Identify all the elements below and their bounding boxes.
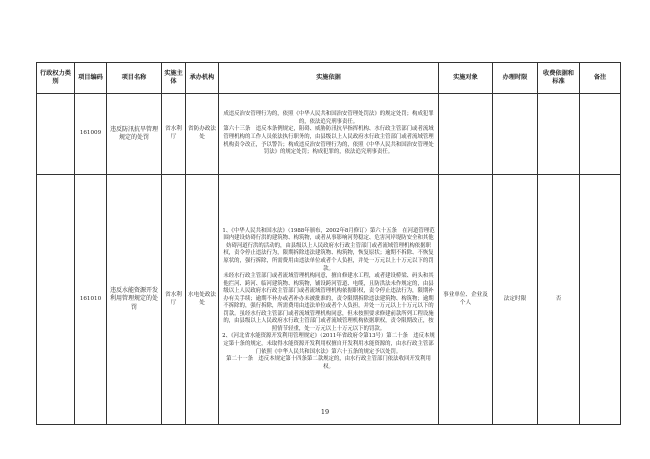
header-fee: 收费依据和标准 <box>538 63 580 94</box>
basis-paragraph: 1、《中华人民共和国水法》（1988年颁布，2002年8月修订）第六十五条 在河道管理范围内建设妨碍行洪的建筑物、构筑物，或者从事影响河势稳定、危害河岸堤防安全和其他妨碍河道行洪的活动的，由县级以上人民政府水行政主管部门或者流域管理机构依据职权，责令停止违法行为，限期拆除违法建筑物、构筑物，恢复原状；逾期不拆除、不恢复原状的，强行拆除，所需费用由违法单位或者个人负担，并处一万元以上十万元以下的罚款。 <box>222 227 435 272</box>
basis-paragraph: 成违反治安管理行为的，依照《中华人民共和国治安管理处罚法》的规定处罚；构成犯罪的，依法追究刑事责任。 <box>223 111 434 125</box>
cell-code: 161010 <box>75 175 107 425</box>
header-time-limit: 办理时限 <box>493 63 538 94</box>
header-agency: 承办机构 <box>186 63 219 94</box>
header-category: 行政权力类别 <box>37 63 75 94</box>
header-subject: 实施主体 <box>162 63 186 94</box>
cell-target <box>439 94 493 175</box>
cell-agency: 水电处政法处 <box>186 175 219 425</box>
cell-agency: 省防办政法处 <box>186 94 219 175</box>
cell-category <box>37 94 75 175</box>
power-list-table <box>36 62 621 425</box>
cell-subject: 省水利厅 <box>162 175 186 425</box>
cell-basis <box>219 94 439 175</box>
table-row <box>37 94 621 175</box>
cell-name: 违反水能资源开发利用管理规定的处罚 <box>107 175 162 425</box>
basis-paragraph: 第二十一条 违反本规定第十四条第二款规定的，由水行政主管部门依法收回开发利用权。 <box>226 356 431 370</box>
basis-paragraph: 第六十三条 违反本条例规定，阻碍、威胁防汛抗旱指挥机构、水行政主管部门或者流域管理机构的工作人员依法执行职务的，由县级以上人民政府水行政主管部门或者流域管理机构责令改正，予以警告；构成违反治安管理行为的，依照《中华人民共和国治安管理处罚法》的规定处罚；构成犯罪的，依法追究刑事责任。 <box>223 126 434 156</box>
cell-code: 161009 <box>75 94 107 175</box>
header-code: 项目编码 <box>75 63 107 94</box>
cell-subject: 省水利厅 <box>162 94 186 175</box>
cell-target: 事业单位、企业及个人 <box>439 175 493 425</box>
basis-paragraph: 未经水行政主管部门或者流域管理机构同意，擅自修建水工程，或者建设桥梁、码头和其他拦河、跨河、临河建筑物、构筑物，铺设跨河管道、电缆，且防洪法未作规定的，由县级以上人民政府水行政主管部门或者流域管理机构依据职权，责令停止违法行为，限期补办有关手续；逾期不补办或者补办未被批准的，责令限期拆除违法建筑物、构筑物；逾期不拆除的，强行拆除，所需费用由违法单位或者个人负担，并处一万元以上十万元以下的罚款。虽经水行政主管部门或者流域管理机构同意，但未按照要求修建前款所列工程设施的，由县级以上人民政府水行政主管部门或者流域管理机构依据职权，责令限期改正，按照情节轻重，处一万元以上十万元以下的罚款。 <box>223 273 434 332</box>
cell-fee: 否 <box>538 175 580 425</box>
cell-fee <box>538 94 580 175</box>
cell-name: 违反防汛抗旱管理规定的处罚 <box>107 94 162 175</box>
header-name: 项目名称 <box>107 63 162 94</box>
basis-paragraph: 2、《河北省水能资源开发利用管理规定》（2011年省政府令第13号）第二十条 违反本规定第十条的规定，未取得水能资源开发利用权擅自开发利用水能资源的，由水行政主管部门依照《中华人民共和国水法》第六十五条的规定予以处罚。 <box>222 333 435 355</box>
cell-time-limit <box>493 94 538 175</box>
header-target: 实施对象 <box>439 63 493 94</box>
cell-category <box>37 175 75 425</box>
cell-note <box>580 94 621 175</box>
cell-note <box>580 175 621 425</box>
header-note: 备注 <box>580 63 621 94</box>
cell-time-limit: 法定时限 <box>493 175 538 425</box>
header-row <box>37 63 621 94</box>
page-number: 19 <box>320 408 330 416</box>
table-row <box>37 175 621 425</box>
cell-basis <box>219 175 439 425</box>
header-basis: 实施依据 <box>219 63 439 94</box>
